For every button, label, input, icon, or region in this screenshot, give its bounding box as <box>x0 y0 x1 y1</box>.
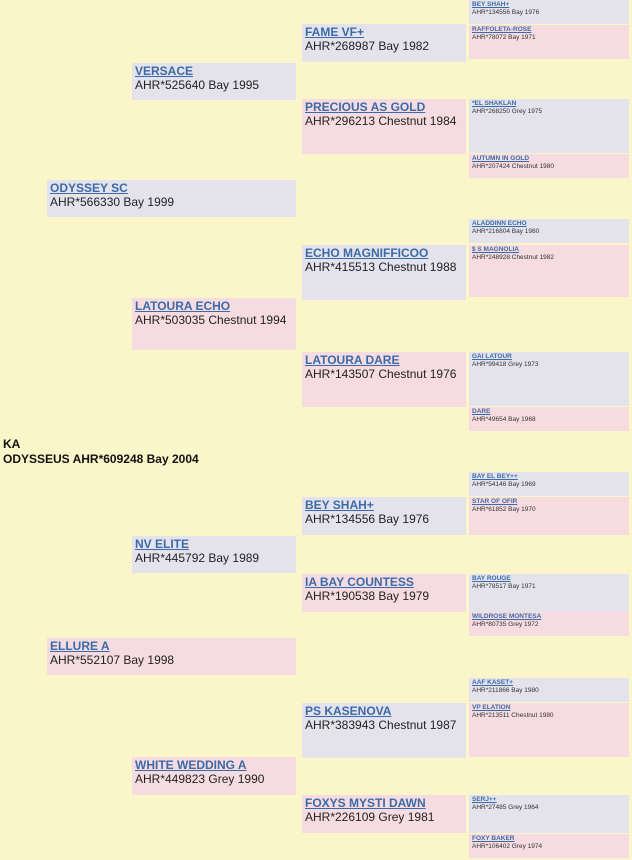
gen4-box-14 <box>469 703 629 757</box>
gen4-box-6 <box>469 245 629 297</box>
gen4-link-16[interactable]: FOXY BAKER <box>472 835 515 842</box>
gen4-link-6[interactable]: $ S MAGNOLIA <box>472 246 519 253</box>
gen4-link-7[interactable]: GAI LATOUR <box>472 353 512 360</box>
dam-sire-info: AHR*445792 Bay 1989 <box>135 550 260 565</box>
subject-name-line1: KA <box>3 437 21 451</box>
gen4-link-12[interactable]: WILDROSE MONTESA <box>472 613 542 620</box>
gen4-link-2[interactable]: RAFFOLETA-ROSE <box>472 26 532 33</box>
gen4-link-15[interactable]: SERJ++ <box>472 796 497 803</box>
ssd-info: AHR*296213 Chestnut 1984 <box>305 113 457 128</box>
dds-link[interactable]: PS KASENOVA <box>305 704 392 718</box>
dam-box <box>47 638 296 675</box>
gen4-box-15 <box>469 795 629 833</box>
sire-sire-link[interactable]: VERSACE <box>135 64 194 78</box>
gen4-link-13[interactable]: AAF KASET+ <box>472 679 513 686</box>
gen4-info-11: AHR*78517 Bay 1971 <box>472 583 536 591</box>
gen4-info-12: AHR*80735 Grey 1972 <box>472 621 539 629</box>
gen4-info-4: AHR*207424 Chestnut 1980 <box>472 163 555 171</box>
dam-link[interactable]: ELLURE A <box>50 639 110 653</box>
sire-dam-info: AHR*503035 Chestnut 1994 <box>135 312 287 327</box>
gen4-box-3 <box>469 99 629 153</box>
dam-sire-link[interactable]: NV ELITE <box>135 537 190 551</box>
dsd-link[interactable]: IA BAY COUNTESS <box>305 575 414 589</box>
dam-info: AHR*552107 Bay 1998 <box>50 652 175 667</box>
gen4-box-11 <box>469 574 629 612</box>
dsd-box <box>302 574 466 612</box>
gen4-box-16 <box>469 834 629 858</box>
sire-sire-info: AHR*525640 Bay 1995 <box>135 77 260 92</box>
dam-sire-box <box>132 536 296 573</box>
gen4-info-14: AHR*213511 Chestnut 1980 <box>472 712 554 720</box>
sire-box <box>47 180 296 217</box>
gen4-info-13: AHR*211866 Bay 1980 <box>472 687 539 695</box>
gen4-link-3[interactable]: *EL SHAKLAN <box>472 100 517 107</box>
gen4-box-9 <box>469 472 629 496</box>
sire-sire-box <box>132 63 296 100</box>
gen4-box-2 <box>469 25 629 59</box>
ddd-info: AHR*226109 Grey 1981 <box>305 809 435 824</box>
ssd-box <box>302 99 466 154</box>
gen4-box-5 <box>469 219 629 243</box>
dam-dam-box <box>132 757 296 795</box>
sdd-info: AHR*143507 Chestnut 1976 <box>305 366 457 381</box>
ddd-box <box>302 795 466 833</box>
gen4-link-8[interactable]: DARE <box>472 408 491 415</box>
gen4-box-12 <box>469 612 629 636</box>
sire-link[interactable]: ODYSSEY SC <box>50 181 128 195</box>
subject-horse <box>3 437 199 467</box>
gen4-info-16: AHR*106402 Grey 1974 <box>472 843 543 851</box>
sds-info: AHR*415513 Chestnut 1988 <box>305 259 457 274</box>
sds-box <box>302 245 466 300</box>
subject-name-line2: ODYSSEUS AHR*609248 Bay 2004 <box>3 452 199 466</box>
gen4-link-1[interactable]: BEY SHAH+ <box>472 1 510 8</box>
gen4-link-9[interactable]: BAY EL BEY++ <box>472 473 518 480</box>
dss-info: AHR*134556 Bay 1976 <box>305 511 430 526</box>
gen4-box-13 <box>469 678 629 702</box>
dds-box <box>302 703 466 758</box>
dsd-info: AHR*190538 Bay 1979 <box>305 588 430 603</box>
sire-info: AHR*566330 Bay 1999 <box>50 194 175 209</box>
gen4-info-10: AHR*61852 Bay 1970 <box>472 506 536 514</box>
gen4-link-10[interactable]: STAR OF OFIR <box>472 498 518 505</box>
gen4-link-5[interactable]: ALADDINN ECHO <box>472 220 527 227</box>
dss-box <box>302 497 466 535</box>
gen4-info-9: AHR*54146 Bay 1969 <box>472 481 536 489</box>
gen4-info-5: AHR*216804 Bay 1980 <box>472 228 540 236</box>
dss-link[interactable]: BEY SHAH+ <box>305 498 374 512</box>
gen4-box-4 <box>469 154 629 178</box>
sdd-box <box>302 352 466 407</box>
gen4-box-1 <box>469 0 629 24</box>
sds-link[interactable]: ECHO MAGNIFFICOO <box>305 246 429 260</box>
dds-info: AHR*383943 Chestnut 1987 <box>305 717 457 732</box>
sire-dam-link[interactable]: LATOURA ECHO <box>135 299 231 313</box>
sss-box <box>302 24 466 62</box>
gen4-link-4[interactable]: AUTUMN IN GOLD <box>472 155 530 162</box>
ddd-link[interactable]: FOXYS MYSTI DAWN <box>305 796 426 810</box>
sdd-link[interactable]: LATOURA DARE <box>305 353 400 367</box>
gen4-info-8: AHR*49654 Bay 1968 <box>472 416 536 424</box>
gen4-info-3: AHR*268250 Grey 1975 <box>472 108 543 116</box>
gen4-info-2: AHR*78072 Bay 1971 <box>472 34 536 42</box>
gen4-box-7 <box>469 352 629 406</box>
sss-info: AHR*268987 Bay 1982 <box>305 38 430 53</box>
gen4-info-1: AHR*134556 Bay 1976 <box>472 9 540 17</box>
gen4-info-7: AHR*99418 Grey 1973 <box>472 361 539 369</box>
gen4-box-10 <box>469 497 629 535</box>
gen4-info-6: AHR*248928 Chestnut 1982 <box>472 254 555 262</box>
sss-link[interactable]: FAME VF+ <box>305 25 365 39</box>
gen4-info-15: AHR*27485 Grey 1964 <box>472 804 539 812</box>
dam-dam-info: AHR*449823 Grey 1990 <box>135 771 265 786</box>
dam-dam-link[interactable]: WHITE WEDDING A <box>135 758 247 772</box>
sire-dam-box <box>132 298 296 350</box>
ssd-link[interactable]: PRECIOUS AS GOLD <box>305 100 426 114</box>
gen4-link-14[interactable]: VP ELATION <box>472 704 511 711</box>
gen4-box-8 <box>469 407 629 431</box>
gen4-link-11[interactable]: BAY ROUGE <box>472 575 511 582</box>
